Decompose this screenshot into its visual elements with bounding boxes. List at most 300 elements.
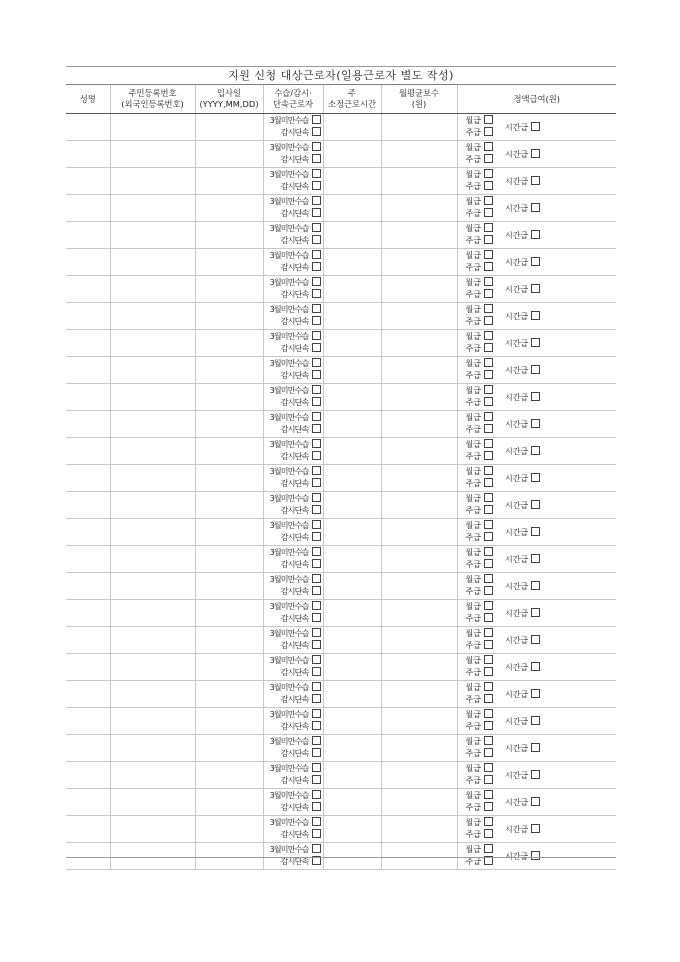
- hire-date-cell[interactable]: [195, 735, 263, 762]
- name-cell[interactable]: [66, 600, 110, 627]
- monthly-pay-cell[interactable]: [381, 762, 457, 789]
- weekly-checkbox[interactable]: [484, 667, 493, 676]
- weekly-hours-cell[interactable]: [323, 492, 381, 519]
- monitoring-checkbox[interactable]: [312, 316, 321, 325]
- hourly-checkbox[interactable]: [531, 689, 540, 698]
- resident-id-cell[interactable]: [110, 168, 195, 195]
- hourly-checkbox[interactable]: [531, 419, 540, 428]
- resident-id-cell[interactable]: [110, 600, 195, 627]
- monitoring-checkbox[interactable]: [312, 262, 321, 271]
- name-cell[interactable]: [66, 222, 110, 249]
- monitoring-checkbox[interactable]: [312, 829, 321, 838]
- monthly-checkbox[interactable]: [484, 493, 493, 502]
- table-row: [66, 708, 616, 735]
- resident-id-cell[interactable]: [110, 627, 195, 654]
- resident-id-cell[interactable]: [110, 708, 195, 735]
- hourly-checkbox[interactable]: [531, 797, 540, 806]
- hourly-checkbox[interactable]: [531, 446, 540, 455]
- hire-date-cell[interactable]: [195, 276, 263, 303]
- hire-date-cell[interactable]: [195, 600, 263, 627]
- weekly-checkbox[interactable]: [484, 181, 493, 190]
- probation-checkbox[interactable]: [312, 223, 321, 232]
- probation-checkbox[interactable]: [312, 385, 321, 394]
- monthly-pay-cell[interactable]: [381, 573, 457, 600]
- monthly-checkbox[interactable]: [484, 412, 493, 421]
- hire-date-cell[interactable]: [195, 141, 263, 168]
- monitoring-checkbox[interactable]: [312, 613, 321, 622]
- weekly-hours-cell[interactable]: [323, 573, 381, 600]
- hire-date-cell[interactable]: [195, 168, 263, 195]
- resident-id-cell[interactable]: [110, 762, 195, 789]
- monitoring-checkbox[interactable]: [312, 397, 321, 406]
- monitoring-checkbox[interactable]: [312, 748, 321, 757]
- monthly-checkbox[interactable]: [484, 574, 493, 583]
- fixed-wage-cell: [457, 654, 616, 681]
- monthly-pay-cell[interactable]: [381, 114, 457, 141]
- probation-checkbox[interactable]: [312, 439, 321, 448]
- probation-checkbox[interactable]: [312, 277, 321, 286]
- weekly-checkbox[interactable]: [484, 262, 493, 271]
- monitoring-label: 감시단속: [280, 371, 309, 380]
- weekly-hours-cell[interactable]: [323, 789, 381, 816]
- monitoring-checkbox[interactable]: [312, 775, 321, 784]
- monthly-pay-cell[interactable]: [381, 357, 457, 384]
- name-cell[interactable]: [66, 546, 110, 573]
- monthly-pay-cell[interactable]: [381, 546, 457, 573]
- resident-id-cell[interactable]: [110, 141, 195, 168]
- probation-checkbox[interactable]: [312, 601, 321, 610]
- resident-id-cell[interactable]: [110, 654, 195, 681]
- monitoring-checkbox[interactable]: [312, 694, 321, 703]
- monthly-pay-cell[interactable]: [381, 303, 457, 330]
- probation-checkbox[interactable]: [312, 196, 321, 205]
- monthly-pay-cell[interactable]: [381, 330, 457, 357]
- monthly-pay-cell[interactable]: [381, 708, 457, 735]
- monitoring-checkbox[interactable]: [312, 208, 321, 217]
- monthly-checkbox[interactable]: [484, 358, 493, 367]
- weekly-checkbox[interactable]: [484, 127, 493, 136]
- probation-checkbox[interactable]: [312, 628, 321, 637]
- hire-date-cell[interactable]: [195, 708, 263, 735]
- resident-id-cell[interactable]: [110, 681, 195, 708]
- table-row: [66, 519, 616, 546]
- hire-date-cell[interactable]: [195, 519, 263, 546]
- monthly-pay-cell[interactable]: [381, 249, 457, 276]
- monthly-pay-cell[interactable]: [381, 222, 457, 249]
- weekly-hours-cell[interactable]: [323, 384, 381, 411]
- hourly-checkbox[interactable]: [531, 392, 540, 401]
- weekly-hours-cell[interactable]: [323, 816, 381, 843]
- weekly-hours-cell[interactable]: [323, 195, 381, 222]
- weekly-checkbox[interactable]: [484, 694, 493, 703]
- hourly-checkbox[interactable]: [531, 176, 540, 185]
- probation-checkbox[interactable]: [312, 493, 321, 502]
- weekly-checkbox[interactable]: [484, 559, 493, 568]
- monitoring-checkbox[interactable]: [312, 235, 321, 244]
- hire-date-cell[interactable]: [195, 762, 263, 789]
- monthly-pay-cell[interactable]: [381, 681, 457, 708]
- weekly-hours-cell[interactable]: [323, 249, 381, 276]
- weekly-hours-cell[interactable]: [323, 843, 381, 870]
- weekly-checkbox[interactable]: [484, 802, 493, 811]
- resident-id-cell[interactable]: [110, 249, 195, 276]
- resident-id-cell[interactable]: [110, 276, 195, 303]
- probation-checkbox[interactable]: [312, 358, 321, 367]
- hire-date-cell[interactable]: [195, 816, 263, 843]
- hire-date-cell[interactable]: [195, 384, 263, 411]
- weekly-checkbox[interactable]: [484, 235, 493, 244]
- resident-id-cell[interactable]: [110, 546, 195, 573]
- resident-id-cell[interactable]: [110, 843, 195, 870]
- hourly-checkbox[interactable]: [531, 554, 540, 563]
- weekly-hours-cell[interactable]: [323, 303, 381, 330]
- weekly-checkbox[interactable]: [484, 478, 493, 487]
- probation-checkbox[interactable]: [312, 790, 321, 799]
- hire-date-cell[interactable]: [195, 681, 263, 708]
- hire-date-cell[interactable]: [195, 465, 263, 492]
- hire-date-cell[interactable]: [195, 492, 263, 519]
- monthly-pay-cell[interactable]: [381, 276, 457, 303]
- hourly-checkbox[interactable]: [531, 635, 540, 644]
- monthly-pay-cell[interactable]: [381, 816, 457, 843]
- hire-date-cell[interactable]: [195, 573, 263, 600]
- probation-checkbox[interactable]: [312, 736, 321, 745]
- resident-id-cell[interactable]: [110, 384, 195, 411]
- probation-label: 3월미만수습: [269, 628, 309, 638]
- weekly-hours-cell[interactable]: [323, 465, 381, 492]
- weekly-hours-cell[interactable]: [323, 141, 381, 168]
- weekly-checkbox[interactable]: [484, 748, 493, 757]
- hourly-label: 시간급: [504, 257, 529, 267]
- probation-checkbox[interactable]: [312, 250, 321, 259]
- probation-label: 3월미만수습: [269, 790, 309, 800]
- monitoring-checkbox[interactable]: [312, 640, 321, 649]
- weekly-hours-cell[interactable]: [323, 357, 381, 384]
- probation-checkbox[interactable]: [312, 682, 321, 691]
- probation-checkbox[interactable]: [312, 412, 321, 421]
- monitoring-checkbox[interactable]: [312, 532, 321, 541]
- probation-checkbox[interactable]: [312, 709, 321, 718]
- name-cell[interactable]: [66, 384, 110, 411]
- hourly-checkbox[interactable]: [531, 257, 540, 266]
- monitoring-checkbox[interactable]: [312, 127, 321, 136]
- weekly-hours-cell[interactable]: [323, 708, 381, 735]
- probation-checkbox[interactable]: [312, 763, 321, 772]
- monthly-pay-cell[interactable]: [381, 195, 457, 222]
- monthly-pay-cell[interactable]: [381, 600, 457, 627]
- monthly-checkbox[interactable]: [484, 439, 493, 448]
- hire-date-cell[interactable]: [195, 303, 263, 330]
- hourly-checkbox[interactable]: [531, 338, 540, 347]
- monthly-checkbox[interactable]: [484, 655, 493, 664]
- name-cell[interactable]: [66, 141, 110, 168]
- hire-date-cell[interactable]: [195, 195, 263, 222]
- monthly-checkbox[interactable]: [484, 601, 493, 610]
- weekly-hours-cell[interactable]: [323, 519, 381, 546]
- monthly-checkbox[interactable]: [484, 223, 493, 232]
- weekly-checkbox[interactable]: [484, 397, 493, 406]
- monthly-checkbox[interactable]: [484, 277, 493, 286]
- hire-date-cell[interactable]: [195, 249, 263, 276]
- name-cell[interactable]: [66, 708, 110, 735]
- name-cell[interactable]: [66, 114, 110, 141]
- hourly-checkbox[interactable]: [531, 473, 540, 482]
- name-cell[interactable]: [66, 411, 110, 438]
- monthly-pay-cell[interactable]: [381, 735, 457, 762]
- name-cell[interactable]: [66, 681, 110, 708]
- hourly-checkbox[interactable]: [531, 743, 540, 752]
- weekly-checkbox[interactable]: [484, 613, 493, 622]
- monthly-checkbox[interactable]: [484, 196, 493, 205]
- weekly-hours-cell[interactable]: [323, 654, 381, 681]
- resident-id-cell[interactable]: [110, 573, 195, 600]
- hourly-checkbox[interactable]: [531, 581, 540, 590]
- resident-id-cell[interactable]: [110, 438, 195, 465]
- hourly-checkbox[interactable]: [531, 851, 540, 860]
- hourly-checkbox[interactable]: [531, 716, 540, 725]
- weekly-checkbox[interactable]: [484, 505, 493, 514]
- table-row: [66, 546, 616, 573]
- hourly-checkbox[interactable]: [531, 365, 540, 374]
- monthly-checkbox[interactable]: [484, 547, 493, 556]
- monthly-checkbox[interactable]: [484, 385, 493, 394]
- hourly-label: 시간급: [504, 635, 529, 645]
- monthly-checkbox[interactable]: [484, 169, 493, 178]
- monthly-pay-cell[interactable]: [381, 789, 457, 816]
- monitoring-checkbox[interactable]: [312, 154, 321, 163]
- weekly-checkbox[interactable]: [484, 829, 493, 838]
- name-cell[interactable]: [66, 789, 110, 816]
- resident-id-cell[interactable]: [110, 411, 195, 438]
- monitoring-checkbox[interactable]: [312, 181, 321, 190]
- weekly-label: 주급: [465, 749, 481, 758]
- monthly-checkbox[interactable]: [484, 763, 493, 772]
- resident-id-cell[interactable]: [110, 816, 195, 843]
- monthly-pay-cell[interactable]: [381, 492, 457, 519]
- weekly-checkbox[interactable]: [484, 424, 493, 433]
- resident-id-cell[interactable]: [110, 789, 195, 816]
- weekly-hours-cell[interactable]: [323, 546, 381, 573]
- name-cell[interactable]: [66, 168, 110, 195]
- monthly-pay-cell[interactable]: [381, 438, 457, 465]
- monitoring-checkbox[interactable]: [312, 802, 321, 811]
- hourly-checkbox[interactable]: [531, 500, 540, 509]
- name-cell[interactable]: [66, 816, 110, 843]
- hire-date-cell[interactable]: [195, 114, 263, 141]
- monthly-checkbox[interactable]: [484, 142, 493, 151]
- probation-checkbox[interactable]: [312, 817, 321, 826]
- hire-date-cell[interactable]: [195, 438, 263, 465]
- monthly-checkbox[interactable]: [484, 520, 493, 529]
- weekly-hours-cell[interactable]: [323, 735, 381, 762]
- weekly-checkbox[interactable]: [484, 586, 493, 595]
- monitoring-checkbox[interactable]: [312, 505, 321, 514]
- hourly-checkbox[interactable]: [531, 608, 540, 617]
- monthly-checkbox[interactable]: [484, 817, 493, 826]
- name-cell[interactable]: [66, 627, 110, 654]
- monthly-pay-cell[interactable]: [381, 654, 457, 681]
- weekly-hours-cell[interactable]: [323, 168, 381, 195]
- probation-checkbox[interactable]: [312, 142, 321, 151]
- weekly-label: 주급: [465, 560, 481, 569]
- name-cell[interactable]: [66, 249, 110, 276]
- monthly-checkbox[interactable]: [484, 115, 493, 124]
- hourly-checkbox[interactable]: [531, 770, 540, 779]
- hire-date-cell[interactable]: [195, 627, 263, 654]
- name-cell[interactable]: [66, 276, 110, 303]
- monthly-checkbox[interactable]: [484, 628, 493, 637]
- monitoring-checkbox[interactable]: [312, 559, 321, 568]
- name-cell[interactable]: [66, 303, 110, 330]
- resident-id-cell[interactable]: [110, 735, 195, 762]
- hire-date-cell[interactable]: [195, 411, 263, 438]
- hourly-checkbox[interactable]: [531, 284, 540, 293]
- monitoring-checkbox[interactable]: [312, 667, 321, 676]
- hourly-label: 시간급: [504, 851, 529, 861]
- probation-label: 3월미만수습: [269, 196, 309, 206]
- weekly-checkbox[interactable]: [484, 451, 493, 460]
- probation-checkbox[interactable]: [312, 574, 321, 583]
- monitoring-checkbox[interactable]: [312, 478, 321, 487]
- hire-date-cell[interactable]: [195, 222, 263, 249]
- monitoring-checkbox[interactable]: [312, 424, 321, 433]
- weekly-checkbox[interactable]: [484, 289, 493, 298]
- resident-id-cell[interactable]: [110, 114, 195, 141]
- weekly-hours-cell[interactable]: [323, 411, 381, 438]
- weekly-hours-cell[interactable]: [323, 600, 381, 627]
- resident-id-cell[interactable]: [110, 519, 195, 546]
- weekly-hours-cell[interactable]: [323, 627, 381, 654]
- monthly-checkbox[interactable]: [484, 682, 493, 691]
- name-cell[interactable]: [66, 573, 110, 600]
- monthly-pay-cell[interactable]: [381, 141, 457, 168]
- weekly-hours-cell[interactable]: [323, 762, 381, 789]
- probation-label: 3월미만수습: [269, 709, 309, 719]
- hourly-checkbox[interactable]: [531, 230, 540, 239]
- fixed-wage-cell: [457, 276, 616, 303]
- weekly-checkbox[interactable]: [484, 721, 493, 730]
- hourly-checkbox[interactable]: [531, 311, 540, 320]
- resident-id-cell[interactable]: [110, 195, 195, 222]
- monthly-checkbox[interactable]: [484, 331, 493, 340]
- name-cell[interactable]: [66, 438, 110, 465]
- weekly-hours-cell[interactable]: [323, 114, 381, 141]
- hire-date-cell[interactable]: [195, 330, 263, 357]
- monitoring-checkbox[interactable]: [312, 586, 321, 595]
- hourly-label: 시간급: [504, 122, 529, 132]
- weekly-checkbox[interactable]: [484, 640, 493, 649]
- monthly-checkbox[interactable]: [484, 466, 493, 475]
- fixed-wage-cell: [457, 330, 616, 357]
- weekly-hours-cell[interactable]: [323, 276, 381, 303]
- hire-date-cell[interactable]: [195, 789, 263, 816]
- weekly-checkbox[interactable]: [484, 316, 493, 325]
- weekly-label: 주급: [465, 452, 481, 461]
- monthly-pay-cell[interactable]: [381, 519, 457, 546]
- monitoring-label: 감시단속: [280, 830, 309, 839]
- probation-checkbox[interactable]: [312, 466, 321, 475]
- probation-checkbox[interactable]: [312, 169, 321, 178]
- weekly-checkbox[interactable]: [484, 343, 493, 352]
- monitoring-checkbox[interactable]: [312, 289, 321, 298]
- hourly-checkbox[interactable]: [531, 662, 540, 671]
- name-cell[interactable]: [66, 735, 110, 762]
- name-cell[interactable]: [66, 357, 110, 384]
- monthly-pay-cell[interactable]: [381, 168, 457, 195]
- probation-checkbox[interactable]: [312, 520, 321, 529]
- probation-checkbox[interactable]: [312, 844, 321, 853]
- probation-checkbox[interactable]: [312, 655, 321, 664]
- hourly-checkbox[interactable]: [531, 122, 540, 131]
- monthly-pay-cell[interactable]: [381, 465, 457, 492]
- hourly-checkbox[interactable]: [531, 824, 540, 833]
- hourly-checkbox[interactable]: [531, 149, 540, 158]
- table-row: [66, 249, 616, 276]
- monthly-checkbox[interactable]: [484, 709, 493, 718]
- weekly-checkbox[interactable]: [484, 154, 493, 163]
- weekly-checkbox[interactable]: [484, 208, 493, 217]
- weekly-checkbox[interactable]: [484, 370, 493, 379]
- hire-date-cell[interactable]: [195, 843, 263, 870]
- probation-checkbox[interactable]: [312, 331, 321, 340]
- monthly-checkbox[interactable]: [484, 790, 493, 799]
- resident-id-cell[interactable]: [110, 222, 195, 249]
- monitoring-checkbox[interactable]: [312, 343, 321, 352]
- resident-id-cell[interactable]: [110, 465, 195, 492]
- hourly-checkbox[interactable]: [531, 527, 540, 536]
- monitoring-checkbox[interactable]: [312, 451, 321, 460]
- name-cell[interactable]: [66, 654, 110, 681]
- monthly-pay-cell[interactable]: [381, 627, 457, 654]
- name-cell[interactable]: [66, 465, 110, 492]
- monitoring-checkbox[interactable]: [312, 370, 321, 379]
- weekly-hours-cell[interactable]: [323, 438, 381, 465]
- name-cell[interactable]: [66, 843, 110, 870]
- name-cell[interactable]: [66, 519, 110, 546]
- probation-checkbox[interactable]: [312, 304, 321, 313]
- weekly-hours-cell[interactable]: [323, 330, 381, 357]
- monthly-checkbox[interactable]: [484, 304, 493, 313]
- resident-id-cell[interactable]: [110, 357, 195, 384]
- monthly-checkbox[interactable]: [484, 736, 493, 745]
- hourly-checkbox[interactable]: [531, 203, 540, 212]
- monthly-pay-cell[interactable]: [381, 411, 457, 438]
- resident-id-cell[interactable]: [110, 492, 195, 519]
- name-cell[interactable]: [66, 492, 110, 519]
- monthly-checkbox[interactable]: [484, 250, 493, 259]
- resident-id-cell[interactable]: [110, 303, 195, 330]
- monitoring-checkbox[interactable]: [312, 721, 321, 730]
- hire-date-cell[interactable]: [195, 546, 263, 573]
- name-cell[interactable]: [66, 330, 110, 357]
- probation-checkbox[interactable]: [312, 547, 321, 556]
- hire-date-cell[interactable]: [195, 357, 263, 384]
- resident-id-cell[interactable]: [110, 330, 195, 357]
- monitoring-label: 감시단속: [280, 587, 309, 596]
- monthly-checkbox[interactable]: [484, 844, 493, 853]
- name-cell[interactable]: [66, 762, 110, 789]
- weekly-checkbox[interactable]: [484, 775, 493, 784]
- monthly-pay-cell[interactable]: [381, 384, 457, 411]
- fixed-wage-cell: [457, 789, 616, 816]
- name-cell[interactable]: [66, 195, 110, 222]
- weekly-checkbox[interactable]: [484, 532, 493, 541]
- probation-checkbox[interactable]: [312, 115, 321, 124]
- monthly-pay-cell[interactable]: [381, 843, 457, 870]
- weekly-hours-cell[interactable]: [323, 222, 381, 249]
- hire-date-cell[interactable]: [195, 654, 263, 681]
- weekly-hours-cell[interactable]: [323, 681, 381, 708]
